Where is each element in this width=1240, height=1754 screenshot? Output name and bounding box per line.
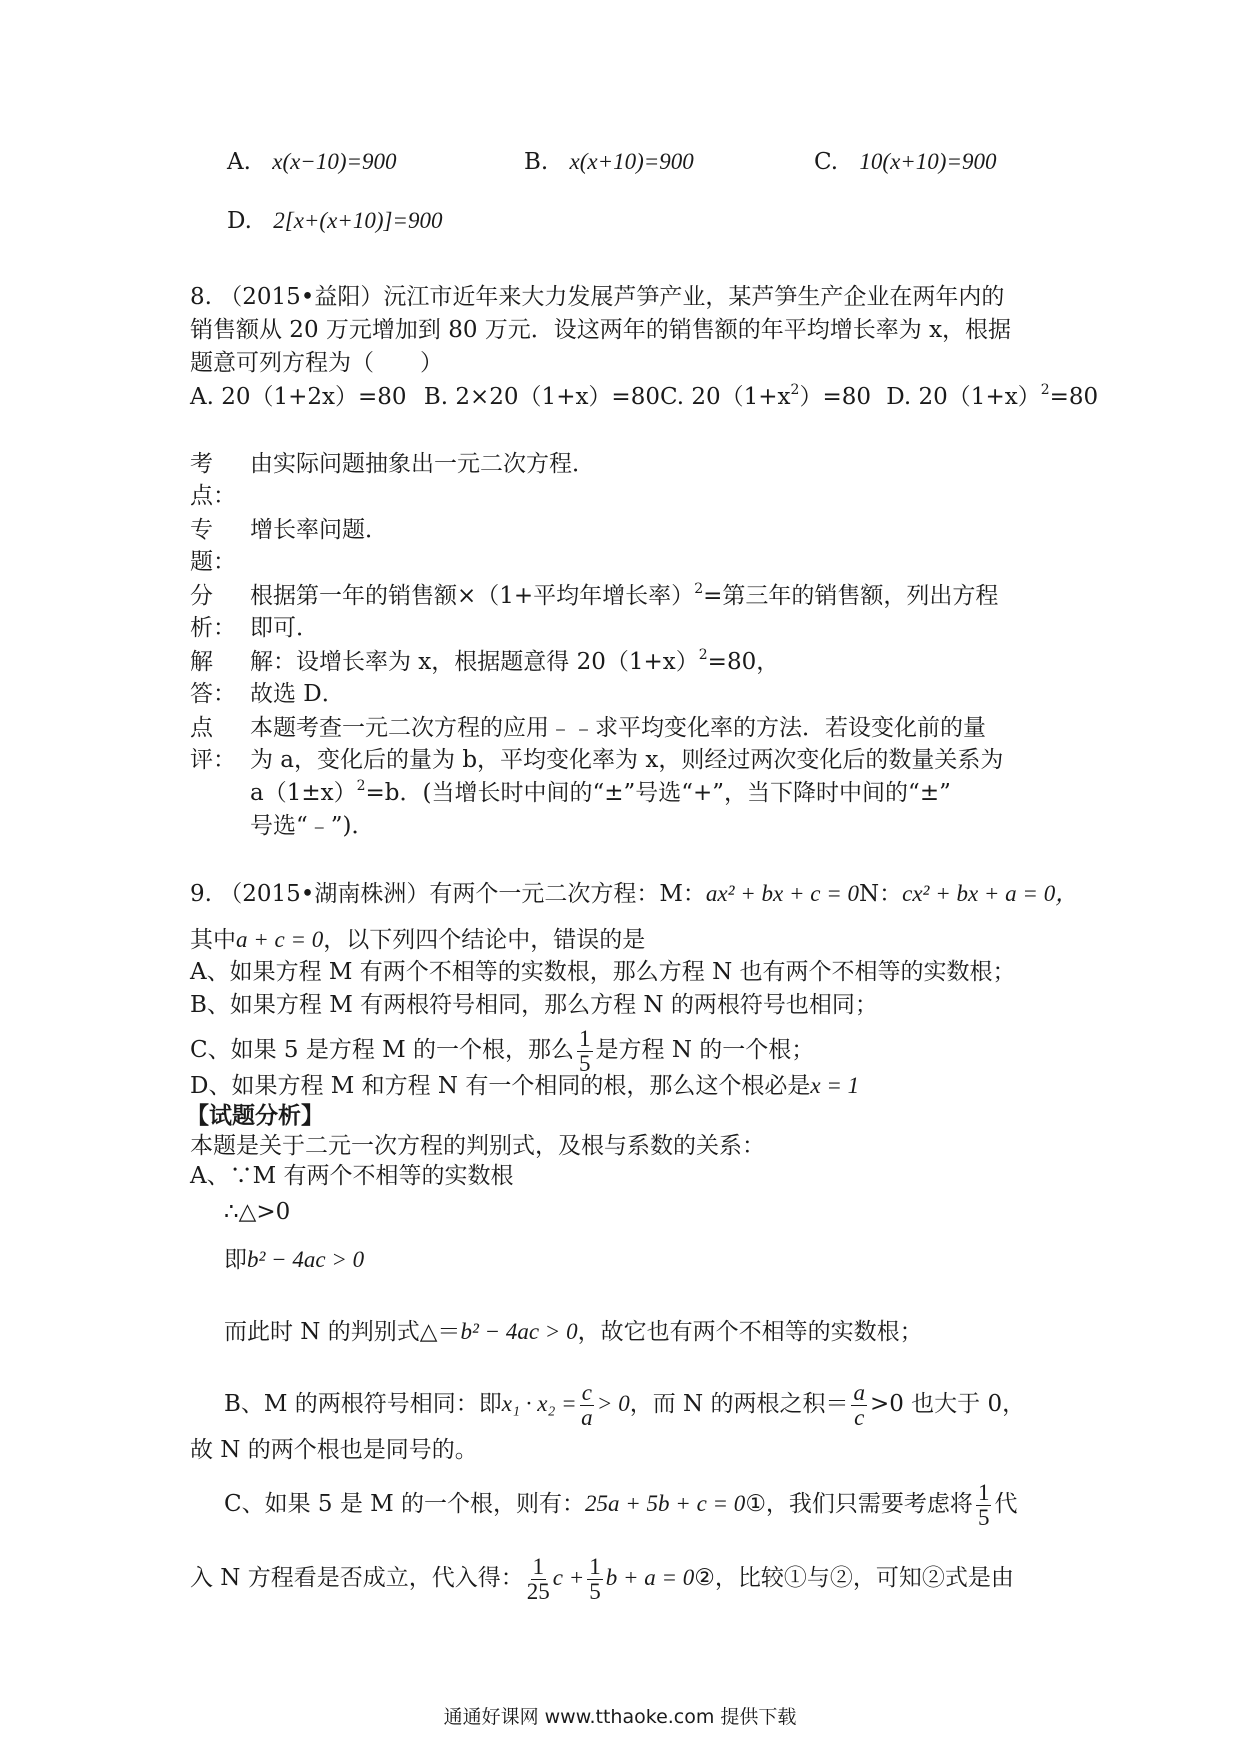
q7-option-a	[227, 146, 397, 178]
equation-part: b + a = 0	[605, 1565, 695, 1590]
q9-option-b: B、如果方程 M 有两根符号相同，那么方程 N 的两根符号也相同；	[190, 992, 878, 1018]
numerator: 1	[977, 1479, 990, 1505]
option-label: C.	[814, 149, 839, 175]
label-part: 解	[190, 649, 213, 675]
q8-line-1: 8. （2015•益阳）沅江市近年来大力发展芦笋产业，某芦笋生产企业在两年内的	[190, 284, 1005, 310]
q8-line-2: 销售额从 20 万元增加到 80 万元．设这两年的销售额的年平均增长率为 x，根据	[190, 317, 1012, 343]
fraction-a-over-c	[851, 1381, 867, 1430]
label-part: 点	[190, 715, 213, 741]
denominator: c	[854, 1404, 865, 1430]
superscript: 2	[694, 581, 704, 597]
q7-option-d	[227, 205, 442, 237]
dianping-text: =b．(当增长时中间的“±”号选“+”，当下降时中间的“±”	[365, 780, 951, 806]
jieda-line-1	[250, 646, 779, 678]
jieda-text: =80，	[707, 649, 780, 675]
discriminant-eq: b² − 4ac > 0	[247, 1247, 365, 1272]
superscript: 2	[356, 778, 366, 794]
fenxi-line-1	[250, 580, 998, 612]
denominator: 5	[589, 1578, 601, 1604]
option-equation: 10(x+10)=900	[859, 149, 997, 174]
q9-text: N：	[859, 881, 903, 907]
numerator: a	[853, 1379, 865, 1405]
solution-text: 而此时 N 的判别式△＝	[224, 1319, 461, 1345]
solution-text: ，故它也有两个不相等的实数根；	[577, 1319, 923, 1345]
solution-b-2: 故 N 的两个根也是同号的。	[190, 1437, 478, 1463]
solution-b-1	[224, 1374, 1025, 1434]
numerator: 1	[589, 1553, 601, 1579]
numerator: 1	[579, 1025, 591, 1051]
solution-intro: 本题是关于二元一次方程的判别式，及根与系数的关系：	[190, 1133, 765, 1159]
discriminant-eq: b² − 4ac > 0	[460, 1319, 578, 1344]
kaodian-text: 由实际问题抽象出一元二次方程．	[250, 451, 595, 477]
product-eq: x₁ · x₂ =	[501, 1391, 577, 1416]
option-equation: 2[x+(x+10)]=900	[273, 208, 443, 233]
label-part: 点：	[190, 483, 236, 509]
q8-option-d	[886, 384, 1098, 410]
denominator: 5	[579, 1050, 591, 1076]
q9-line-2	[190, 924, 645, 956]
equation-x1: x = 1	[810, 1073, 860, 1098]
label-part: 专	[190, 517, 213, 543]
label-jieda	[190, 646, 236, 710]
solution-text: >0 也大于 0，	[869, 1391, 1026, 1417]
solution-a-4	[224, 1316, 923, 1348]
dianping-line-1: 本题考查一元二次方程的应用﹣﹣求平均变化率的方法．若设变化前的量	[250, 715, 986, 741]
solution-text: 代	[994, 1491, 1018, 1517]
q9-line-1	[190, 878, 1078, 910]
superscript: 2	[698, 647, 708, 663]
q9-text: 其中	[190, 927, 236, 953]
equation-n: cx² + bx + a = 0，	[902, 881, 1079, 906]
solution-c-1	[224, 1474, 1017, 1534]
superscript: 2	[790, 382, 800, 398]
fenxi-text: 根据第一年的销售额×（1+平均年增长率）	[250, 583, 695, 609]
jieda-text: 解：设增长率为 x，根据题意得 20（1+x）	[250, 649, 699, 675]
equation-part: c +	[552, 1565, 585, 1590]
q9-text: D、如果方程 M 和方程 N 有一个相同的根，那么这个根必是	[190, 1073, 811, 1099]
label-part: 分	[190, 583, 213, 609]
q8-option-b: B. 2×20（1+x）=80	[423, 384, 660, 410]
fenxi-line-2: 即可．	[250, 615, 319, 641]
solution-a-3	[224, 1244, 364, 1276]
solution-text: C、如果 5 是 M 的一个根，则有：	[224, 1491, 586, 1517]
denominator: 25	[526, 1578, 550, 1604]
q9-text: ，以下列四个结论中，错误的是	[323, 927, 646, 953]
q9-option-d	[190, 1070, 859, 1102]
q7-option-c	[814, 146, 996, 178]
solution-text: 即	[224, 1247, 247, 1273]
solution-c-2	[190, 1548, 1014, 1608]
fraction-one-fifth	[587, 1555, 603, 1604]
label-part: 题：	[190, 549, 236, 575]
q8-option-d-post: =80	[1049, 384, 1099, 410]
q8-option-a: A. 20（1+2x）=80	[190, 384, 407, 410]
q9-text: C、如果 5 是方程 M 的一个根，那么	[190, 1037, 575, 1063]
solution-text: ②，比较①与②，可知②式是由	[694, 1565, 1014, 1591]
fraction-c-over-a	[580, 1381, 594, 1430]
equation-m: ax² + bx + c = 0	[705, 881, 859, 906]
label-kaodian	[190, 448, 236, 512]
solution-text: ，而 N 的两根之积＝	[629, 1391, 849, 1417]
q8-options	[190, 381, 1098, 413]
numerator: 1	[532, 1553, 544, 1579]
q8-option-c-pre: C. 20（1+x	[659, 384, 791, 410]
solution-header: 【试题分析】	[186, 1103, 324, 1129]
root-substitution-eq: 25a + 5b + c = 0	[585, 1491, 746, 1516]
fraction-one-fifth	[976, 1481, 992, 1530]
q9-text: 9. （2015•湖南株洲）有两个一元二次方程：M：	[190, 881, 706, 907]
solution-text: B、M 的两根符号相同：即	[224, 1391, 502, 1417]
numerator: c	[581, 1379, 592, 1405]
q9-option-c	[190, 1024, 814, 1076]
zhuanti-text: 增长率问题．	[250, 517, 388, 543]
denominator: a	[581, 1404, 593, 1430]
q8-line-3: 题意可列方程为（ ）	[190, 350, 443, 376]
option-label: B.	[524, 149, 549, 175]
condition-eq: a + c = 0	[236, 927, 324, 952]
fenxi-text: =第三年的销售额，列出方程	[703, 583, 999, 609]
q9-text: 是方程 N 的一个根；	[595, 1037, 815, 1063]
label-zhuanti	[190, 514, 236, 578]
dianping-text: a（1±x）	[250, 780, 357, 806]
label-part: 析：	[190, 615, 236, 641]
q8-option-c	[660, 384, 871, 410]
solution-text: 入 N 方程看是否成立，代入得：	[190, 1565, 524, 1591]
solution-a-1: A、∵M 有两个不相等的实数根	[190, 1163, 514, 1189]
label-fenxi	[190, 580, 236, 644]
page-footer: 通通好课网 www.tthaoke.com 提供下载	[443, 1706, 797, 1728]
option-label: D.	[227, 208, 252, 234]
label-part: 答：	[190, 681, 236, 707]
label-dianping	[190, 712, 236, 776]
superscript: 2	[1040, 382, 1050, 398]
q9-option-a: A、如果方程 M 有两个不相等的实数根，那么方程 N 也有两个不相等的实数根；	[190, 959, 1016, 985]
dianping-line-3	[250, 777, 951, 809]
solution-a-2: ∴△>0	[224, 1199, 291, 1225]
fraction-one-fifth	[577, 1027, 593, 1076]
solution-text: ①，我们只需要考虑将	[745, 1491, 973, 1517]
option-label: A.	[227, 149, 251, 175]
label-part: 评：	[190, 747, 236, 773]
q8-option-d-pre: D. 20（1+x）	[886, 384, 1041, 410]
inequality: > 0	[596, 1391, 630, 1416]
fraction-one-twentyfifth	[527, 1555, 550, 1604]
jieda-line-2: 故选 D．	[250, 681, 345, 707]
dianping-line-4: 号选“﹣”)．	[250, 813, 375, 839]
option-equation: x(x+10)=900	[569, 149, 694, 174]
dianping-line-2: 为 a，变化后的量为 b，平均变化率为 x，则经过两次变化后的数量关系为	[250, 747, 1004, 773]
denominator: 5	[977, 1504, 990, 1530]
q7-option-b	[524, 146, 694, 178]
label-part: 考	[190, 451, 213, 477]
q8-option-c-post: ）=80	[799, 384, 871, 410]
option-equation: x(x−10)=900	[272, 149, 397, 174]
